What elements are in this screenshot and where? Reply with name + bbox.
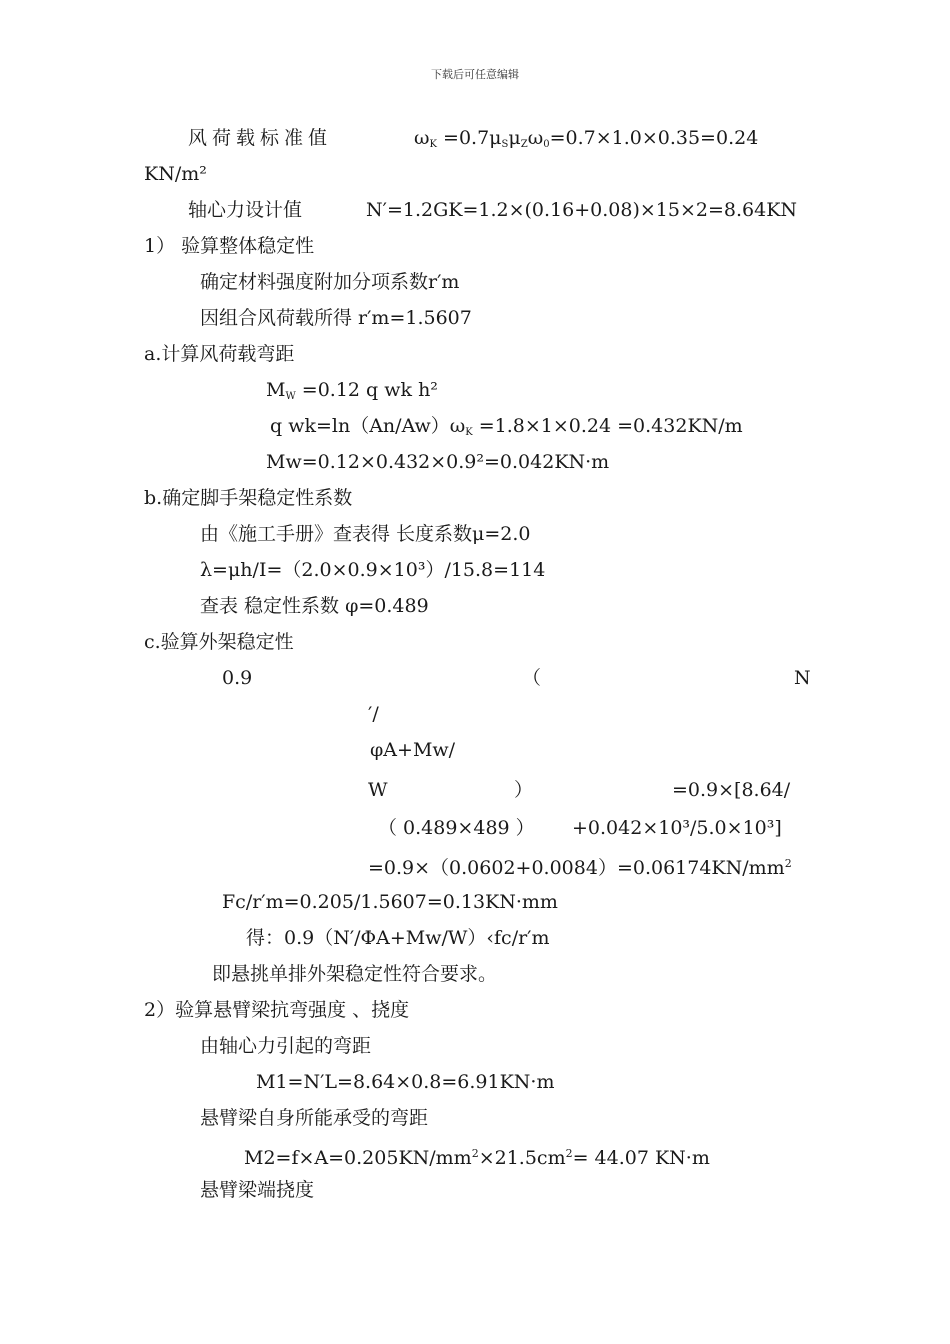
wind-unit: KN/m² (144, 163, 207, 185)
stability-phi-a: φA+Mw/ (370, 739, 456, 761)
section-a-title: a.计算风荷载弯距 (144, 343, 295, 365)
stability-conclusion: 即悬挑单排外架稳定性符合要求。 (212, 963, 498, 985)
section-b-line2: λ=μh/I=（2.0×0.9×10³）/15.8=114 (200, 559, 546, 581)
stability-0-9: 0.9 (222, 667, 253, 689)
wind-formula: $\omega_K =0.7\mu_S\mu_Z\omega_0=0.7\times 1.0\times 0.35=0.24$ (414, 127, 759, 150)
mw-formula: $M_W =0.12$ q wk h² (266, 379, 438, 402)
section-b-title: b.确定脚手架稳定性系数 (144, 487, 353, 509)
section-2-title: 2）验算悬臂梁抗弯强度 、挠度 (144, 999, 410, 1021)
fc-formula: Fc/r′m=0.205/1.5607=0.13KN·mm (222, 891, 558, 913)
stability-eq-start: =0.9×[8.64/ (672, 779, 791, 801)
stability-w: W (368, 779, 388, 801)
stability-prime: ′/ (368, 703, 379, 725)
axial-formula: N′=1.2GK=1.2×(0.16+0.08)×15×2=8.64KN (366, 199, 798, 221)
page-header: 下载后可任意编辑 (431, 68, 519, 81)
m1-formula: M1=N′L=8.64×0.8=6.91KN·m (256, 1071, 555, 1093)
stability-denominator: （ 0.489×489 ） (378, 817, 535, 839)
mw-result: Mw=0.12×0.432×0.9²=0.042KN·m (266, 451, 610, 473)
wind-label: 风荷载标准值 (188, 127, 333, 149)
axial-label: 轴心力设计值 (188, 199, 303, 221)
stability-n: N (794, 667, 811, 689)
section-2-line2: 悬臂梁自身所能承受的弯距 (200, 1107, 429, 1129)
section-1-line2: 因组合风荷载所得 r′m=1.5607 (200, 307, 472, 329)
m2-formula: $M2=f\times A=0.205KN/mm^2\times 21.5cm^2= 44.07$ KN·m (244, 1147, 710, 1169)
section-2-line3: 悬臂梁端挠度 (200, 1179, 315, 1201)
section-b-line1: 由《施工手册》查表得 长度系数μ=2.0 (200, 523, 531, 545)
section-c-title: c.验算外架稳定性 (144, 631, 294, 653)
stability-paren-open: （ (522, 667, 542, 689)
section-b-line3: 查表 稳定性系数 φ=0.489 (200, 595, 429, 617)
stability-term: +0.042×10³/5.0×10³] (572, 817, 782, 839)
section-1-line1: 确定材料强度附加分项系数r′m (200, 271, 460, 293)
stability-check: 得：0.9（N′/ΦA+Mw/W）‹fc/r′m (246, 927, 550, 949)
section-2-line1: 由轴心力引起的弯距 (200, 1035, 372, 1057)
stability-paren-close: ） (514, 779, 534, 801)
stability-result: $=0.9\times(0.0602+0.0084)=0.06174KN/mm^2$ (368, 857, 792, 879)
section-1-title: 1） 验算整体稳定性 (144, 235, 315, 257)
qwk-formula: q $wk=\ln(An/Aw)\omega_K =1.8\times 1\times 0.24 =0.432KN/m$ (270, 415, 743, 438)
